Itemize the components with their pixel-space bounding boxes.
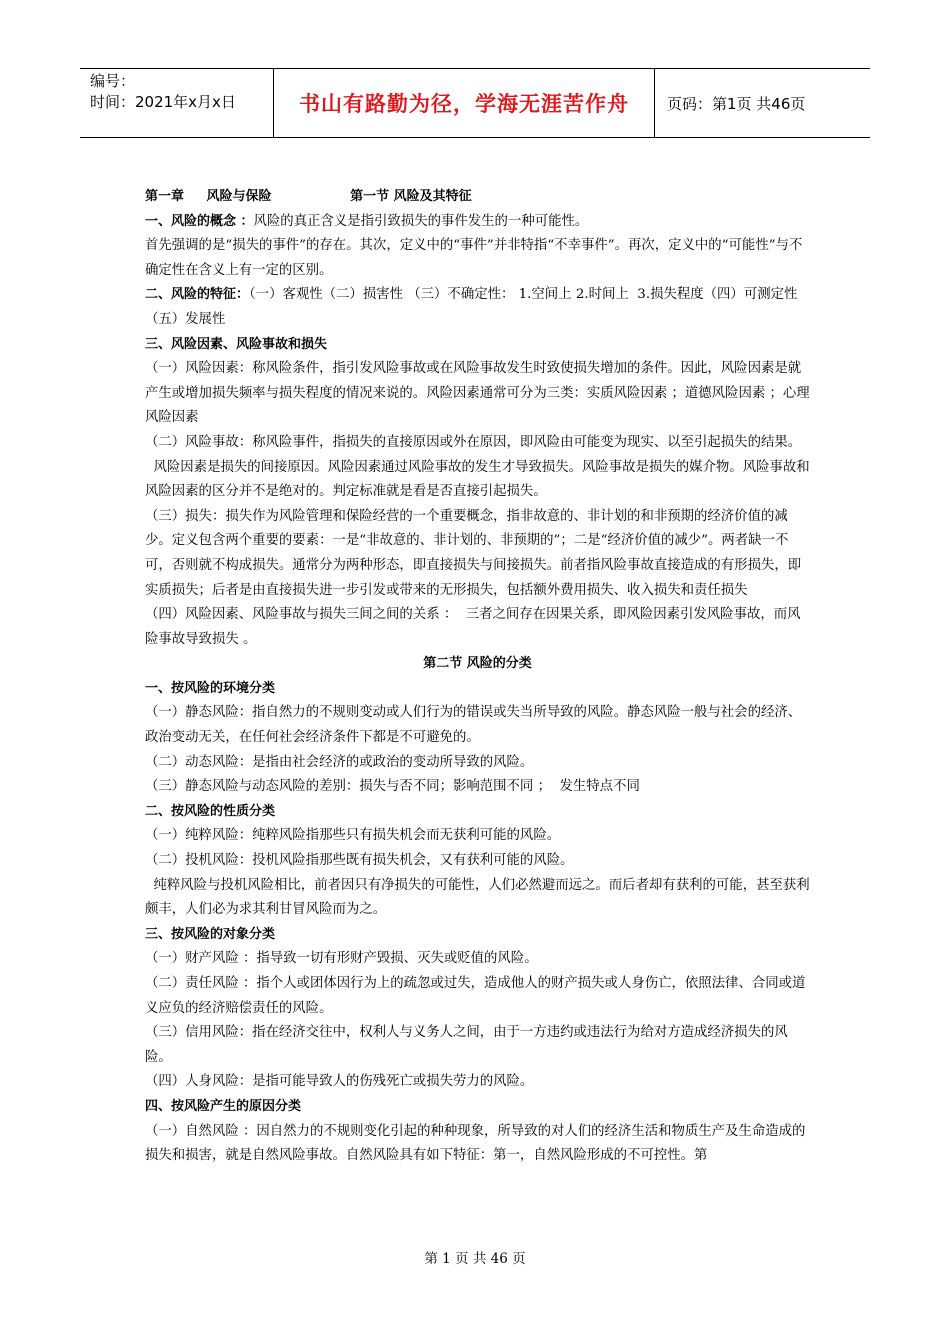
page-footer: 第 1 页 共 46 页 bbox=[424, 1251, 526, 1267]
paragraph-heading: 四、按风险产生的原因分类 bbox=[145, 1098, 302, 1114]
paragraph bbox=[145, 431, 810, 456]
paragraph bbox=[145, 283, 810, 332]
number-label: 编号： bbox=[90, 72, 136, 90]
paragraph bbox=[145, 1021, 810, 1070]
header-page-info: 页码：第1页 共46页 bbox=[667, 94, 806, 113]
paragraph bbox=[145, 210, 810, 235]
paragraph-text: （二）风险事故：称风险事件，指损失的直接原因或外在原因，即风险由可能变为现实、以至引起损失的结果。 bbox=[145, 434, 802, 450]
paragraph-heading: 二、风险的特征： bbox=[145, 287, 250, 303]
paragraph-text: 风险的真正含义是指引致损失的事件发生的一种可能性。 bbox=[253, 213, 589, 229]
paragraph-text: （一）静态风险：指自然力的不规则变动或人们行为的错误或失当所导致的风险。静态风险一般与社会的经济、政治变动无关，在任何社会经济条件下都是不可避免的。 bbox=[145, 705, 802, 746]
paragraph-text: 首先强调的是“损失的事件”的存在。其次，定义中的“事件”并非特指“不幸事件”。再次，定义中的“可能性”与不确定性在含义上有一定的区别。 bbox=[145, 238, 803, 278]
paragraph bbox=[145, 456, 810, 505]
paragraph bbox=[145, 357, 810, 431]
section-title: 第一节 风险及其特征 bbox=[350, 189, 472, 204]
paragraph-text: （三）静态风险与动态风险的差别：损失与否不同；影响范围不同 ； 发生特点不同 bbox=[145, 779, 640, 795]
paragraph-text: （一）自然风险 ：因自然力的不规则变化引起的种种现象，所导致的对人们的经济生活和物质生产及生命造成的损失和损害，就是自然风险事故。自然风险具有如下特征：第一，自然风险形成的不可控性。第 bbox=[145, 1123, 806, 1164]
paragraph bbox=[145, 972, 810, 1021]
paragraph bbox=[145, 1095, 810, 1120]
paragraph-list bbox=[145, 210, 810, 1169]
document-body bbox=[145, 185, 810, 1169]
section-heading: 第二节 风险的分类 bbox=[423, 656, 532, 672]
paragraph bbox=[145, 849, 810, 874]
time-label: 时间：2021年x月x日 bbox=[90, 93, 236, 111]
paragraph-text: （四）风险因素、风险事故与损失三间之间的关系 ： 三者之间存在因果关系，即风险因素引发风险事故，而风险事故导致损失 。 bbox=[145, 607, 801, 647]
paragraph-text: （三）损失：损失作为风险管理和保险经营的一个重要概念，指非故意的、非计划的和非预期的经济价值的减少。定义包含两个重要的要素：一是“非故意的、非计划的、非预期的”；二是“经济价值的减少”。两者缺一不可，否则就不构成损失。通常分为两种形态，即直接损失与间接损失。前者指风险事故直接造成的有形损失，即实质损失；后者是由直接损失进一步引发或带来的无形损失，包括额外费用损失、收入损失和责任损失 bbox=[145, 508, 802, 598]
paragraph bbox=[145, 603, 810, 652]
paragraph-text: （一）风险因素：称风险条件，指引发风险事故或在风险事故发生时致使损失增加的条件。因此，风险因素是就产生或增加损失频率与损失程度的情况来说的。风险因素通常可分为三类：实质风险因素 ；道德风险因素 ；心理风险因素 bbox=[145, 361, 810, 426]
paragraph-text: （一）财产风险 ：指导致一切有形财产毁损、灭失或贬值的风险。 bbox=[145, 951, 538, 967]
paragraph-text: 纯粹风险与投机风险相比，前者因只有净损失的可能性，人们必然避而远之。而后者却有获利的可能，甚至获利颇丰，人们必为求其利甘冒风险而为之。 bbox=[145, 877, 810, 918]
paragraph bbox=[145, 923, 810, 948]
paragraph bbox=[145, 775, 810, 800]
paragraph-text: （三）信用风险：指在经济交往中，权利人与义务人之间，由于一方违约或违法行为给对方造成经济损失的风险。 bbox=[145, 1025, 788, 1065]
paragraph bbox=[145, 701, 810, 750]
paragraph bbox=[145, 333, 810, 358]
paragraph bbox=[145, 1070, 810, 1095]
paragraph-text: 风险因素是损失的间接原因。风险因素通过风险事故的发生才导致损失。风险事故是损失的媒介物。风险事故和风险因素的区分并不是绝对的。判定标准就是看是否直接引起损失。 bbox=[145, 459, 810, 500]
paragraph bbox=[145, 1120, 810, 1169]
paragraph bbox=[145, 947, 810, 972]
paragraph-heading: 一、风险的概念 ： bbox=[145, 213, 254, 229]
paragraph bbox=[145, 800, 810, 825]
header-motto: 书山有路勤为径，学海无涯苦作舟 bbox=[274, 69, 655, 137]
chapter-title-row bbox=[145, 185, 810, 210]
page-header bbox=[80, 68, 870, 138]
paragraph-text: （二）投机风险：投机风险指那些既有损失机会，又有获利可能的风险。 bbox=[145, 853, 574, 869]
header-meta bbox=[80, 69, 274, 137]
paragraph bbox=[145, 677, 810, 702]
paragraph bbox=[145, 505, 810, 603]
paragraph-text: （四）人身风险：是指可能导致人的伤残死亡或损失劳力的风险。 bbox=[145, 1074, 534, 1090]
paragraph-text: （一）纯粹风险：纯粹风险指那些只有损失机会而无获利可能的风险。 bbox=[145, 828, 561, 844]
paragraph bbox=[145, 824, 810, 849]
paragraph-heading: 三、按风险的对象分类 bbox=[145, 926, 276, 942]
paragraph-text: （二）责任风险 ：指个人或团体因行为上的疏忽或过失，造成他人的财产损失或人身伤亡，依照法律、合同或道义应负的经济赔偿责任的风险。 bbox=[145, 976, 806, 1016]
paragraph bbox=[145, 874, 810, 923]
paragraph-heading: 三、风险因素、风险事故和损失 bbox=[145, 336, 328, 352]
paragraph bbox=[145, 751, 810, 776]
paragraph bbox=[145, 234, 810, 283]
chapter-name: 风险与保险 bbox=[206, 189, 272, 204]
chapter-number: 第一章 bbox=[145, 189, 185, 204]
paragraph-heading: 一、按风险的环境分类 bbox=[145, 680, 276, 696]
paragraph-text: （一）客观性（二）损害性 （三）不确定性： 1.空间上 2.时间上 3.损失程度（四）可测定性（五）发展性 bbox=[145, 287, 798, 327]
paragraph-heading: 二、按风险的性质分类 bbox=[145, 803, 276, 819]
paragraph-text: （二）动态风险：是指由社会经济的或政治的变动所导致的风险。 bbox=[145, 754, 534, 770]
